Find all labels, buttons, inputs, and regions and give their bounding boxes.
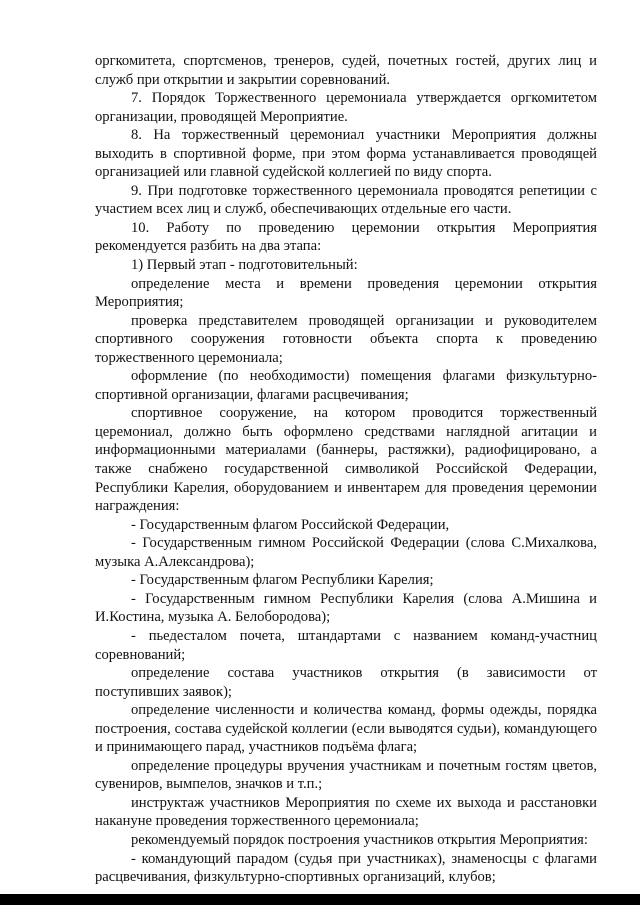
bottom-border-bar bbox=[0, 894, 640, 905]
paragraph: определение состава участников открытия (в зависимости от поступивших заявок); bbox=[95, 665, 597, 700]
paragraph-item-7: 7. Порядок Торжественного церемониала утверждается оргкомитетом организации, проводящей Мероприятие. bbox=[95, 90, 597, 125]
paragraph: спортивное сооружение, на котором проводится торжественный церемониал, должно быть оформлено средствами наглядной агитации и информационными материалами (баннеры, растяжки), радиофицировано, а также снабжено государственной символикой Российской Федерации, Республики Карелия, оборудованием и инвентарем для проведения церемонии награждения: bbox=[95, 405, 597, 515]
paragraph: рекомендуемый порядок построения участников открытия Мероприятия: bbox=[131, 831, 588, 848]
list-item: - командующий парадом (судья при участниках), знаменосцы с флагами расцвечивания, физкультурно-спортивных организаций, клубов; bbox=[95, 850, 597, 886]
paragraph: инструктаж участников Мероприятия по схеме их выхода и расстановки накануне проведения торжественного церемониала; bbox=[95, 794, 597, 830]
list-item: - Государственным флагом Российской Федерации, bbox=[131, 516, 450, 533]
paragraph: определение процедуры вручения участникам и почетным гостям цветов, сувениров, вымпелов, значков и т.п.; bbox=[95, 757, 597, 793]
paragraph-item-8: 8. На торжественный церемониал участники Мероприятия должны выходить в спортивной форме, при этом форма устанавливается проводящей организацией или главной судейской коллегией по виду спорта. bbox=[95, 127, 597, 181]
list-item: - пьедесталом почета, штандартами с названием команд-участниц соревнований; bbox=[95, 627, 597, 663]
list-item: - Государственным гимном Республики Карелия (слова А.Мишина и И.Костина, музыка А. Белобородова); bbox=[95, 590, 597, 626]
document-body bbox=[95, 52, 597, 887]
paragraph: определение численности и количества команд, формы одежды, порядка построения, состава судейской коллегии (если выводятся судьи), командующего и принимающего парад, участников подъёма флага; bbox=[95, 702, 597, 756]
paragraph-item-10: 10. Работу по проведению церемонии открытия Мероприятия рекомендуется разбить на два этапа: bbox=[95, 219, 597, 255]
paragraph: определение места и времени проведения церемонии открытия Мероприятия; bbox=[95, 275, 597, 311]
paragraph: проверка представителем проводящей организации и руководителем спортивного сооружения готовности объекта спорта к проведению торжественного церемониала; bbox=[95, 312, 597, 366]
paragraph-stage-1: 1) Первый этап - подготовительный: bbox=[131, 257, 358, 274]
paragraph-item-9: 9. При подготовке торжественного церемониала проводятся репетиции с участием всех лиц и служб, обеспечивающих отдельные его части. bbox=[95, 182, 597, 218]
list-item: - Государственным флагом Республики Карелия; bbox=[131, 572, 434, 589]
paragraph: оформление (по необходимости) помещения флагами физкультурно-спортивной организации, флагами расцвечивания; bbox=[95, 368, 597, 403]
list-item: - Государственным гимном Российской Федерации (слова С.Михалкова, музыка А.Александрова); bbox=[95, 535, 597, 570]
paragraph-continuation: оргкомитета, спортсменов, тренеров, судей, почетных гостей, других лиц и служб при открытии и закрытии соревнований. bbox=[95, 53, 597, 88]
